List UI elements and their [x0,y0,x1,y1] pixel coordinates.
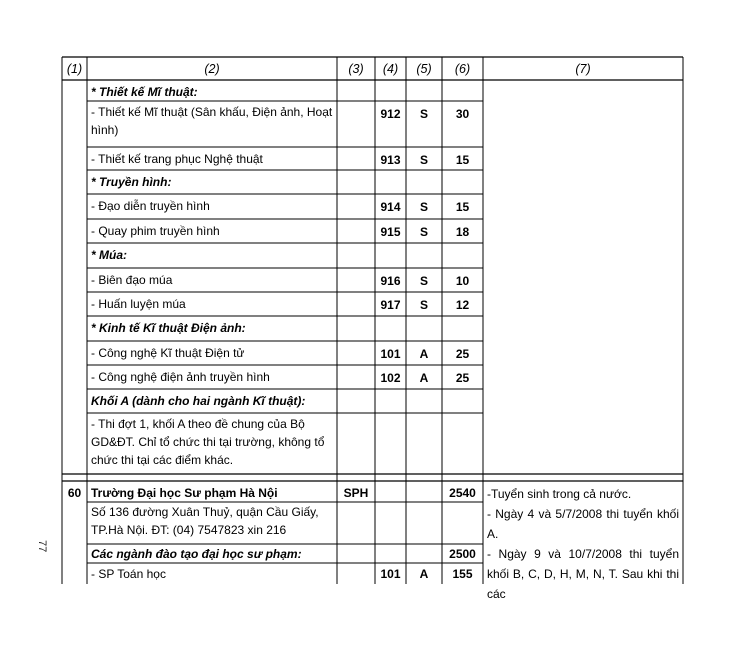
page-number: 77 [36,540,48,553]
quota: 10 [455,274,470,288]
major-code: 914 [380,200,401,214]
quota: 155 [452,567,473,581]
row-name: - Biên đạo múa [91,273,173,287]
exam-block: A [419,567,429,581]
school-quota: 2540 [449,486,476,500]
major-code: 915 [380,225,401,239]
row-name: - Thiết kế Mĩ thuật (Sân khấu, Điện ảnh, Hoạt hình) [91,105,333,137]
major-name: - SP Toán học [91,567,166,581]
major-code: 913 [380,153,401,167]
school-name: Trường Đại học Sư phạm Hà Nội [91,486,278,500]
major-code: 917 [380,298,401,312]
row-name: * Thiết kế Mĩ thuật: [91,85,198,99]
column-header: (6) [454,62,471,76]
quota: 18 [455,225,470,239]
column-header: (5) [416,62,432,76]
major-code: 101 [380,567,401,581]
major-code: 916 [380,274,401,288]
section-quota: 2500 [449,547,476,561]
row-name: - Công nghệ Kĩ thuật Điện tử [91,346,245,360]
exam-block: A [419,347,429,361]
school-address: Số 136 đường Xuân Thuỷ, quận Cầu Giấy, TP.Hà Nội. ĐT: (04) 7547823 xin 216 [91,505,319,537]
row-name: * Múa: [91,248,127,262]
column-header: (4) [382,62,399,76]
row-name: - Thiết kế trang phục Nghệ thuật [91,152,263,166]
quota: 15 [455,153,470,167]
school-code: SPH [343,486,369,500]
column-header: (3) [348,62,364,76]
major-code: 912 [380,107,401,121]
row-name: - Quay phim truyền hình [91,224,220,238]
quota: 30 [455,107,470,121]
school-number: 60 [67,486,82,500]
row-name: * Truyền hình: [91,175,172,189]
row-name: Khối A (dành cho hai ngành Kĩ thuật): [91,394,306,408]
major-code: 102 [380,371,401,385]
row-name: - Công nghệ điện ảnh truyền hình [91,370,270,384]
quota: 25 [455,347,470,361]
exam-block: A [419,371,429,385]
school-notes: -Tuyển sinh trong cả nước. - Ngày 4 và 5/7/2008 thi tuyển khối A. - Ngày 9 và 10/7/2008 thi tuyển khối B, C, D, H, M, N, T. Sau khi thi các [487,487,679,601]
exam-block: S [419,200,428,214]
row-name: - Huấn luyện múa [91,297,186,311]
row-name: - Thi đợt 1, khối A theo đề chung của Bộ GD&ĐT. Chỉ tổ chức thi tại trường, không tổ chức thi tại các điểm khác. [91,417,325,467]
exam-block: S [419,274,428,288]
exam-block: S [419,225,428,239]
major-code: 101 [380,347,401,361]
quota: 25 [455,371,470,385]
column-header: (1) [66,62,83,76]
exam-block: S [419,298,428,312]
row-name: * Kinh tế Kĩ thuật Điện ảnh: [91,321,246,335]
quota: 15 [455,200,470,214]
section-title: Các ngành đào tạo đại học sư phạm: [91,547,302,561]
quota: 12 [455,298,470,312]
exam-block: S [419,107,428,121]
exam-block: S [419,153,428,167]
column-header: (7) [575,62,591,76]
column-header: (2) [204,62,220,76]
row-name: - Đạo diễn truyền hình [91,199,210,213]
